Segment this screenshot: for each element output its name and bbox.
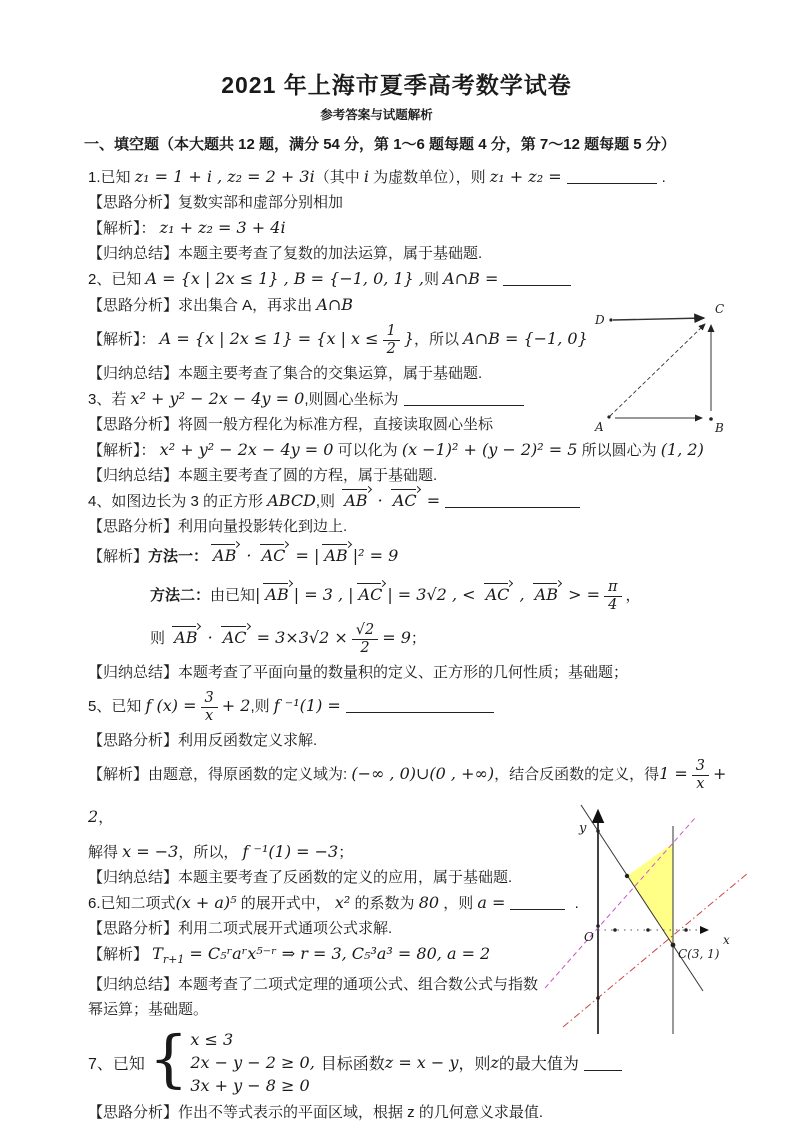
q4-math: = 9 xyxy=(382,628,411,647)
q2-solution-math: } xyxy=(403,329,414,348)
q4-math: · xyxy=(372,491,388,510)
point-b-dot xyxy=(709,417,713,421)
q4-math: · xyxy=(202,628,218,647)
vector-ac: AC xyxy=(222,628,247,647)
vertex-dot xyxy=(625,874,629,878)
q2-summary: 【归纳总结】本题主要考查了集合的交集运算，属于基础题. xyxy=(88,365,483,382)
q3-solution-math: (1, 2) xyxy=(660,440,704,459)
fraction-sqrt2-over-2 xyxy=(352,622,378,657)
square-abcd-vector-figure xyxy=(583,298,755,436)
fraction-denominator: 2 xyxy=(386,340,396,357)
axis-dot xyxy=(613,928,617,932)
q4-math: = xyxy=(421,491,441,510)
page-subtitle: 参考答案与试题解析 xyxy=(320,108,433,122)
method2-label: 方法二： xyxy=(150,587,211,604)
line-3x-plus-y-8 xyxy=(581,805,703,991)
vector-ac: AC xyxy=(358,585,383,604)
axis-dot xyxy=(684,928,688,932)
q2-math: A = {x | 2x ≤ 1} , B = {−1, 0, 1} , xyxy=(145,269,424,288)
answer-blank-q1 xyxy=(567,168,657,184)
q1-math: z₁ + z₂ = xyxy=(489,167,562,186)
solution-label: 【解析】 xyxy=(88,946,153,963)
q5-summary: 【归纳总结】本题主要考查了反函数的定义的应用，属于基础题. xyxy=(88,869,513,886)
label-y-axis: y xyxy=(579,821,587,836)
q3-solution-text: 可以化为 xyxy=(333,442,402,459)
intercept-dot xyxy=(596,924,600,928)
label-b: B xyxy=(715,421,724,435)
q6-text: 的展开式中， xyxy=(236,895,335,912)
q4-math: |² = 9 xyxy=(352,546,399,565)
q3-text: ,则圆心坐标为 xyxy=(304,391,399,408)
inequality-2: 2x − y − 2 ≥ 0, xyxy=(190,1052,315,1072)
label-origin: O xyxy=(584,930,594,944)
q5-math: x = −3 xyxy=(122,842,179,861)
q1-math: z₁ = 1 + i , z₂ = 2 + 3i xyxy=(134,167,315,186)
q4-stem xyxy=(88,488,745,514)
q1-summary: 【归纳总结】本题主要考查了复数的加法运算，属于基础题. xyxy=(88,245,483,262)
q5-math: f (x) = xyxy=(145,696,197,715)
q4-text: ， xyxy=(625,587,641,604)
q2-text: 则 xyxy=(423,271,444,288)
page-title: 2021 年上海市夏季高考数学试卷 xyxy=(221,72,572,98)
label-x-axis: x xyxy=(723,933,730,947)
q1-number: 1.已知 xyxy=(88,169,135,186)
q2-solution-math: A = {x | 2x ≤ 1} = {x | x ≤ xyxy=(159,329,379,348)
vector-ac: AC xyxy=(392,491,417,510)
q7-text: 的最大值为 xyxy=(498,1055,579,1073)
fraction-denominator: x xyxy=(205,707,214,724)
q4-method1 xyxy=(88,539,745,574)
fraction-pi-over-4 xyxy=(604,579,622,614)
q4-math: = | xyxy=(290,546,320,565)
vector-ab: AB xyxy=(344,491,368,510)
system-brace: { xyxy=(148,1022,189,1095)
vector-ab: AB xyxy=(265,585,289,604)
q4-number: 4、如图边长为 3 的正方形 xyxy=(88,493,268,510)
q5-analysis: 【思路分析】利用反函数定义求解. xyxy=(88,732,318,749)
q3-solution xyxy=(88,437,745,463)
fraction-numerator: 3 xyxy=(201,690,218,708)
q5-math: f ⁻¹(1) = xyxy=(273,696,341,715)
q6-text: ，则 xyxy=(439,895,478,912)
fraction-denominator: 2 xyxy=(360,639,370,656)
q4-text: 由已知 xyxy=(210,587,256,604)
solution-label: 【解析】由题意，得原函数的定义域为: xyxy=(88,766,352,783)
q4-method2-result xyxy=(150,617,745,660)
q4-math: ABCD xyxy=(267,491,316,510)
point-d-dot xyxy=(609,318,612,321)
q2-analysis-text: 【思路分析】求出集合 A，再求出 xyxy=(88,297,317,314)
q5-math: + 2 xyxy=(88,764,727,826)
q6-math: T xyxy=(152,944,163,963)
q4-math: > = xyxy=(562,585,600,604)
q6-math: 80 xyxy=(418,893,440,912)
q5-text: ,则 xyxy=(250,698,274,715)
q2-analysis-math: A∩B xyxy=(316,295,354,314)
fraction-denominator: 4 xyxy=(608,596,618,613)
vector-ab: AB xyxy=(324,546,348,565)
intercept-dot xyxy=(596,829,600,833)
q4-math: = 3×3√2 × xyxy=(251,628,348,647)
q6-number: 6.已知二项式 xyxy=(88,895,176,912)
vector-ab: AB xyxy=(174,628,198,647)
q1-analysis: 【思路分析】复数实部和虚部分别相加 xyxy=(88,194,344,211)
q3-math: x² + y² − 2x − 4y = 0 xyxy=(130,389,305,408)
q5-text: ，所以， xyxy=(178,844,243,861)
q7-text: 目标函数 xyxy=(320,1055,385,1073)
solution-label: 【解析】 xyxy=(88,548,149,565)
q6-text: . xyxy=(570,895,579,912)
q4-text: 则 xyxy=(150,630,170,647)
q7-math: z xyxy=(490,1052,499,1072)
q1-text: （其中 xyxy=(314,169,364,186)
q1-text: 为虚数单位），则 xyxy=(369,169,490,186)
answer-blank-q4 xyxy=(445,492,580,508)
answer-blank-q2 xyxy=(503,270,571,286)
fraction-numerator: π xyxy=(604,579,622,597)
vector-dc-line xyxy=(613,318,704,320)
linear-programming-figure xyxy=(543,788,793,1038)
q1-solution-math: z₁ + z₂ = 3 + 4i xyxy=(159,218,286,237)
q6-math: = C₅ʳaʳx⁵⁻ʳ ⇒ r = 3, C₅³a³ = 80, a = 2 xyxy=(184,944,491,963)
q5-text: ，结合反函数的定义，得 xyxy=(494,766,660,783)
q6-summary-1: 【归纳总结】本题考查了二项式定理的通项公式、组合数公式与指数 xyxy=(88,976,539,993)
q6-analysis: 【思路分析】利用二项式展开式通项公式求解. xyxy=(88,920,393,937)
q3-number: 3、若 xyxy=(88,391,131,408)
q5-stem xyxy=(88,685,745,728)
inequality-1: x ≤ 3 xyxy=(190,1029,234,1049)
q5-text: ， xyxy=(98,809,114,826)
vector-ab: AB xyxy=(534,585,558,604)
label-d: D xyxy=(595,313,605,327)
q6-math: (x + a)⁵ xyxy=(175,893,237,912)
q1-text: . xyxy=(661,169,666,186)
q7-math: z = x − y xyxy=(384,1052,459,1072)
q5-math: (−∞ , 0)∪(0 , +∞) xyxy=(351,764,495,783)
fraction-numerator: √2 xyxy=(352,622,378,640)
q5-number: 5、已知 xyxy=(88,698,146,715)
q4-math: | xyxy=(255,585,261,604)
q7-text: ，则 xyxy=(458,1055,491,1073)
q6-math: x² xyxy=(334,893,351,912)
q3-analysis: 【思路分析】将圆一般方程化为标准方程，直接读取圆心坐标 xyxy=(88,416,494,433)
q4-math: | = 3√2 , < xyxy=(387,585,481,604)
q4-summary: 【归纳总结】本题考查了平面向量的数量积的定义、正方形的几何性质；基础题； xyxy=(88,664,629,681)
q1-solution xyxy=(88,215,745,241)
fraction-one-half xyxy=(383,323,400,358)
q3-solution-math: (x −1)² + (y − 2)² = 5 xyxy=(401,440,578,459)
fraction-3-over-x xyxy=(201,690,218,725)
intercept-dot xyxy=(596,996,600,1000)
q1-math: i xyxy=(363,167,370,186)
q5-math: f ⁻¹(1) = −3 xyxy=(242,842,339,861)
q6-math-subscript: r+1 xyxy=(162,953,185,966)
vector-ac-line xyxy=(610,324,705,416)
solution-label: 【解析】： xyxy=(88,220,160,237)
q6-summary-2: 幂运算；基础题。 xyxy=(88,1001,209,1018)
inequality-system xyxy=(190,1029,314,1096)
answer-blank-q7 xyxy=(584,1055,622,1071)
q5-math: + 2 xyxy=(221,696,251,715)
solution-label: 【解析】： xyxy=(88,331,160,348)
q5-text: ； xyxy=(338,844,354,861)
q3-summary: 【归纳总结】本题主要考查了圆的方程，属于基础题. xyxy=(88,467,438,484)
label-a: A xyxy=(595,420,604,434)
method1-label: 方法一： xyxy=(148,548,209,565)
q3-solution-text: 所以圆心为 xyxy=(577,442,661,459)
q2-stem xyxy=(88,266,745,292)
axis-dot xyxy=(646,928,650,932)
q4-text: ； xyxy=(410,630,426,647)
label-c: C xyxy=(715,302,725,316)
point-c-dot xyxy=(671,943,676,948)
q4-analysis: 【思路分析】利用向量投影转化到边上. xyxy=(88,518,348,535)
q4-method2 xyxy=(150,574,745,617)
q7-analysis: 【思路分析】作出不等式表示的平面区域，根据 z 的几何意义求最值. xyxy=(88,1104,544,1121)
inequality-3: 3x + y − 8 ≥ 0 xyxy=(190,1075,310,1095)
q2-number: 2、已知 xyxy=(88,271,146,288)
point-a-dot xyxy=(607,415,610,418)
q4-math: | = 3 , | xyxy=(293,585,354,604)
q3-solution-math: x² + y² − 2x − 4y = 0 xyxy=(159,440,334,459)
vector-ac: AC xyxy=(261,546,286,565)
q6-math: a = xyxy=(477,893,506,912)
q4-text: ,则 xyxy=(315,493,340,510)
q4-math: · xyxy=(241,546,257,565)
answer-blank-q5 xyxy=(346,697,494,713)
fraction-denominator: x xyxy=(696,775,705,792)
q2-solution-text: ，所以 xyxy=(414,331,464,348)
answer-blank-q3 xyxy=(404,390,524,406)
fraction-numerator: 1 xyxy=(383,323,400,341)
label-point-c: C(3, 1) xyxy=(678,947,720,961)
solution-label: 【解析】： xyxy=(88,442,160,459)
vector-ac: AC xyxy=(485,585,510,604)
q6-text: 的系数为 xyxy=(350,895,419,912)
q5-math: 1 = xyxy=(659,764,688,783)
q1-stem xyxy=(88,164,745,190)
q2-math: A∩B = xyxy=(443,269,499,288)
q4-math: , xyxy=(514,585,530,604)
q7-number: 7、已知 xyxy=(88,1055,145,1073)
q5-text: 解得 xyxy=(88,844,123,861)
q2-solution-math: A∩B = {−1, 0} xyxy=(463,329,588,348)
fraction-numerator: 3 xyxy=(692,758,709,776)
vector-ab: AB xyxy=(213,546,237,565)
section-heading: 一、填空题（本大题共 12 题，满分 54 分，第 1～6 题每题 4 分，第 7～12 题每题 5 分） xyxy=(84,136,676,153)
